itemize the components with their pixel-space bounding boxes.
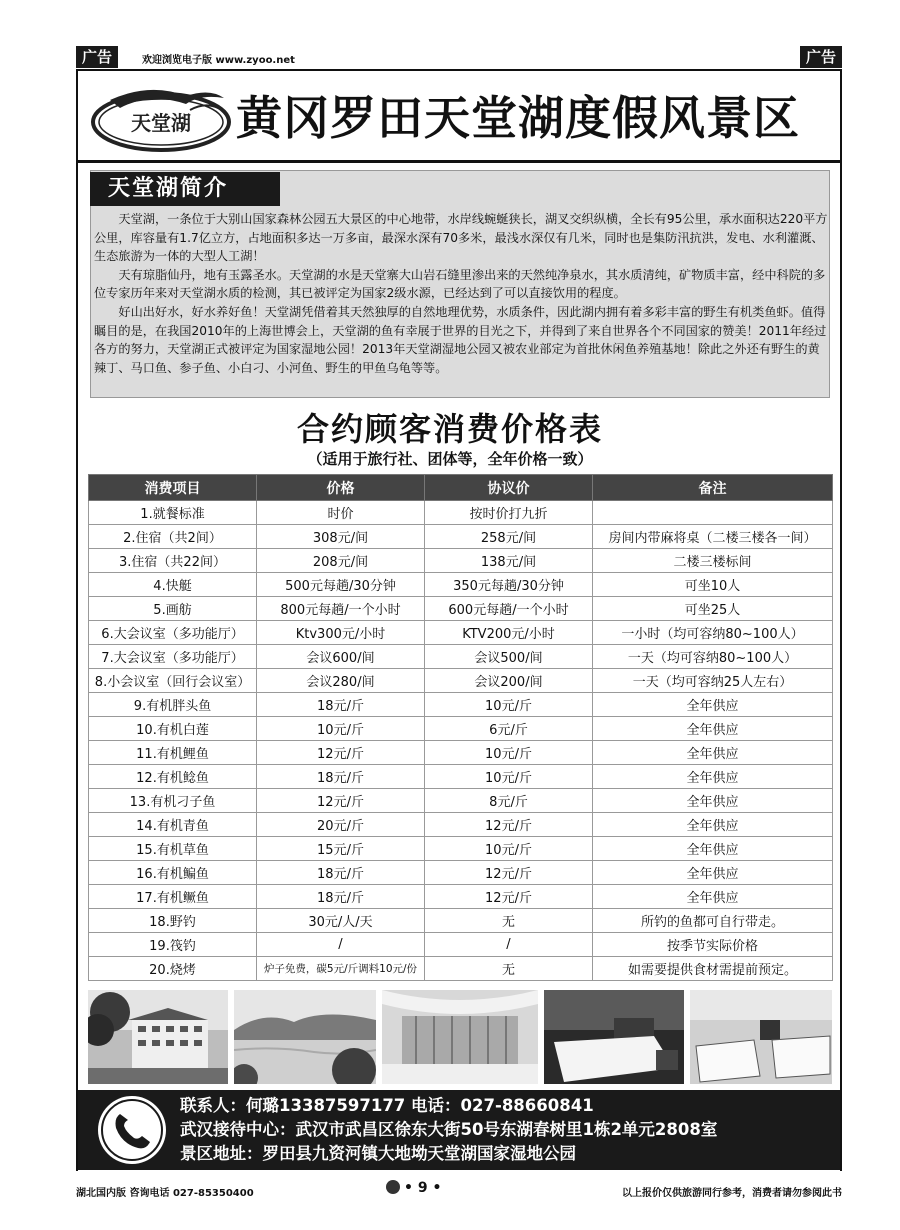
price-table <box>88 474 833 981</box>
intro-body <box>94 210 828 377</box>
cell-item: 8.小会议室（回行会议室） <box>89 669 257 693</box>
cell-remark: 可坐25人 <box>593 597 833 621</box>
table-row <box>89 789 833 813</box>
cell-remark: 按季节实际价格 <box>593 933 833 957</box>
cell-item: 15.有机草鱼 <box>89 837 257 861</box>
price-table-title: 合约顾客消费价格表 <box>296 410 603 448</box>
cell-contract-price: KTV200元/小时 <box>425 621 593 645</box>
table-row <box>89 909 833 933</box>
cell-remark: 一小时（均可容纳80~100人） <box>593 621 833 645</box>
cell-contract-price: 无 <box>425 909 593 933</box>
cell-item: 16.有机鳊鱼 <box>89 861 257 885</box>
cell-contract-price: 12元/斤 <box>425 813 593 837</box>
cell-item: 14.有机青鱼 <box>89 813 257 837</box>
cell-remark: 全年供应 <box>593 885 833 909</box>
table-row <box>89 837 833 861</box>
cell-price: Ktv300元/小时 <box>257 621 425 645</box>
cell-remark: 二楼三楼标间 <box>593 549 833 573</box>
cell-remark: 全年供应 <box>593 813 833 837</box>
cell-item: 13.有机刁子鱼 <box>89 789 257 813</box>
cell-price: 10元/斤 <box>257 717 425 741</box>
table-row <box>89 933 833 957</box>
title-divider <box>78 160 840 163</box>
photo-hotel-room-2 <box>690 990 832 1084</box>
cell-item: 17.有机鳜鱼 <box>89 885 257 909</box>
cell-contract-price: 258元/间 <box>425 525 593 549</box>
column-header-contract-price: 协议价 <box>425 475 593 501</box>
cell-item: 20.烧烤 <box>89 957 257 981</box>
cell-item: 18.野钓 <box>89 909 257 933</box>
cell-remark: 房间内带麻将桌（二楼三楼各一间） <box>593 525 833 549</box>
cell-contract-price: 会议500/间 <box>425 645 593 669</box>
table-row <box>89 813 833 837</box>
cell-item: 10.有机白莲 <box>89 717 257 741</box>
top-bar <box>76 46 842 70</box>
page-number-text: • 9 • <box>404 1180 442 1196</box>
intro-paragraph-2: 天有琼脂仙丹，地有玉露圣水。天堂湖的水是天堂寨大山岩石缝里渗出来的天然纯净泉水，其水质清纯，矿物质丰富，经中科院的多位专家历年来对天堂湖水质的检测，其已被评定为国家2级水源，已经达到了可以直接饮用的程度。 <box>94 267 826 301</box>
cell-price: 208元/间 <box>257 549 425 573</box>
cell-remark: 全年供应 <box>593 861 833 885</box>
cell-contract-price: 10元/斤 <box>425 693 593 717</box>
cell-contract-price: 8元/斤 <box>425 789 593 813</box>
cell-price: 308元/间 <box>257 525 425 549</box>
cell-contract-price: / <box>425 933 593 957</box>
table-row <box>89 861 833 885</box>
cell-contract-price: 12元/斤 <box>425 861 593 885</box>
reception-center-line: 武汉接待中心：武汉市武昌区徐东大街50号东湖春树里1栋2单元2808室 <box>180 1120 718 1139</box>
intro-paragraph-1: 天堂湖，一条位于大别山国家森林公园五大景区的中心地带，水岸线蜿蜒狭长，湖叉交织纵横，全长有95公里，承水面积达220平方公里，库容量有1.7亿立方，占地面积多达一万多亩，最深水深有70多米，最浅水深仅有几米，同时也是集防汛抗洪，发电、水利灌溉、生态旅游为一体的大型人工湖！ <box>94 212 828 264</box>
table-row <box>89 717 833 741</box>
cell-price: 12元/斤 <box>257 741 425 765</box>
cell-price: 800元每趟/一个小时 <box>257 597 425 621</box>
cell-price: 30元/人/天 <box>257 909 425 933</box>
table-row <box>89 573 833 597</box>
ad-tag-right: 广告 <box>800 46 842 68</box>
table-row <box>89 669 833 693</box>
table-row <box>89 765 833 789</box>
cell-contract-price: 138元/间 <box>425 549 593 573</box>
logo-text: 天堂湖 <box>131 111 191 135</box>
cell-remark: 全年供应 <box>593 717 833 741</box>
cell-item: 5.画舫 <box>89 597 257 621</box>
contact-details <box>180 1094 717 1166</box>
cell-item: 1.就餐标准 <box>89 501 257 525</box>
tiantang-lake-logo <box>90 84 232 154</box>
cell-contract-price: 10元/斤 <box>425 741 593 765</box>
cell-remark: 一天（均可容纳25人左右） <box>593 669 833 693</box>
table-row <box>89 693 833 717</box>
table-row <box>89 525 833 549</box>
table-header-row <box>89 475 833 501</box>
cell-price: 时价 <box>257 501 425 525</box>
cell-price: 18元/斤 <box>257 861 425 885</box>
photo-hall-interior <box>382 990 538 1084</box>
footer-left: 湖北国内版 咨询电话 027-85350400 <box>76 1188 254 1199</box>
column-header-price: 价格 <box>257 475 425 501</box>
cell-item: 12.有机鲶鱼 <box>89 765 257 789</box>
cell-price: 18元/斤 <box>257 693 425 717</box>
cell-item: 7.大会议室（多功能厅） <box>89 645 257 669</box>
cell-price: 18元/斤 <box>257 885 425 909</box>
cell-remark: 全年供应 <box>593 837 833 861</box>
page-number <box>386 1180 441 1196</box>
cell-item: 2.住宿（共2间） <box>89 525 257 549</box>
cell-remark: 如需要提供食材需提前预定。 <box>593 957 833 981</box>
footer-right: 以上报价仅供旅游同行参考，消费者请勿参阅此书 <box>622 1188 842 1199</box>
photo-hotel-room-1 <box>544 990 684 1084</box>
contact-panel <box>78 1090 840 1170</box>
cell-contract-price: 按时价打九折 <box>425 501 593 525</box>
table-row <box>89 741 833 765</box>
cell-price: 炉子免费，碳5元/斤调料10元/份 <box>257 957 425 981</box>
cell-price: 12元/斤 <box>257 789 425 813</box>
cell-contract-price: 6元/斤 <box>425 717 593 741</box>
cell-item: 4.快艇 <box>89 573 257 597</box>
phone-icon <box>98 1096 166 1164</box>
cell-remark: 全年供应 <box>593 789 833 813</box>
cell-price: 18元/斤 <box>257 765 425 789</box>
cell-remark: 全年供应 <box>593 765 833 789</box>
table-row <box>89 885 833 909</box>
intro-paragraph-3: 好山出好水，好水养好鱼！天堂湖凭借着其天然独厚的自然地理优势，水质条件，因此湖内拥有着多彩丰富的野生有机类鱼虾。值得瞩目的是，在我国2010年的上海世博会上，天堂湖的鱼有幸展于世界的目光之下，并得到了来自世界各个不同国家的赞美！2011年经过各方的努力，天堂湖正式被评定为国家湿地公园！2013年天堂湖湿地公园又被农业部定为首批休闲鱼养殖基地！除此之外还有野生的黄辣丁、马口鱼、参子鱼、小白刁、小河鱼、野生的甲鱼乌龟等等。 <box>94 304 827 375</box>
cell-price: 500元每趟/30分钟 <box>257 573 425 597</box>
cell-contract-price: 10元/斤 <box>425 837 593 861</box>
table-row <box>89 597 833 621</box>
cell-remark: 一天（均可容纳80~100人） <box>593 645 833 669</box>
page-footer <box>76 1180 842 1200</box>
page-badge-icon <box>386 1180 400 1194</box>
price-table-body <box>89 501 833 981</box>
contact-person-line: 联系人：何璐13387597177 电话：027-88660841 <box>180 1096 594 1115</box>
cell-contract-price: 无 <box>425 957 593 981</box>
cell-price: 会议600/间 <box>257 645 425 669</box>
scenic-address-line: 景区地址：罗田县九资河镇大地坳天堂湖国家湿地公园 <box>180 1144 576 1163</box>
photo-strip <box>88 990 832 1084</box>
cell-price: 会议280/间 <box>257 669 425 693</box>
table-row <box>89 549 833 573</box>
intro-heading: 天堂湖简介 <box>90 172 280 206</box>
cell-remark: 全年供应 <box>593 693 833 717</box>
column-header-item: 消费项目 <box>89 475 257 501</box>
cell-contract-price: 350元每趟/30分钟 <box>425 573 593 597</box>
ad-tag-left: 广告 <box>76 46 118 68</box>
photo-lake-view <box>234 990 376 1084</box>
cell-price: 15元/斤 <box>257 837 425 861</box>
cell-remark <box>593 501 833 525</box>
cell-remark: 可坐10人 <box>593 573 833 597</box>
page-title: 黄冈罗田天堂湖度假风景区 <box>236 91 800 145</box>
cell-item: 19.筏钓 <box>89 933 257 957</box>
column-header-remark: 备注 <box>593 475 833 501</box>
cell-item: 11.有机鲤鱼 <box>89 741 257 765</box>
cell-contract-price: 会议200/间 <box>425 669 593 693</box>
price-table-subtitle: （适用于旅行社、团体等，全年价格一致） <box>307 450 593 468</box>
table-row <box>89 645 833 669</box>
site-text: 欢迎浏览电子版 www.zyoo.net <box>142 55 295 66</box>
table-row <box>89 621 833 645</box>
cell-contract-price: 12元/斤 <box>425 885 593 909</box>
cell-item: 9.有机胖头鱼 <box>89 693 257 717</box>
cell-price: 20元/斤 <box>257 813 425 837</box>
photo-resort-building <box>88 990 228 1084</box>
cell-item: 3.住宿（共22间） <box>89 549 257 573</box>
cell-price: / <box>257 933 425 957</box>
cell-item: 6.大会议室（多功能厅） <box>89 621 257 645</box>
table-row <box>89 957 833 981</box>
cell-contract-price: 600元每趟/一个小时 <box>425 597 593 621</box>
table-row <box>89 501 833 525</box>
cell-contract-price: 10元/斤 <box>425 765 593 789</box>
cell-remark: 所钓的鱼都可自行带走。 <box>593 909 833 933</box>
cell-remark: 全年供应 <box>593 741 833 765</box>
